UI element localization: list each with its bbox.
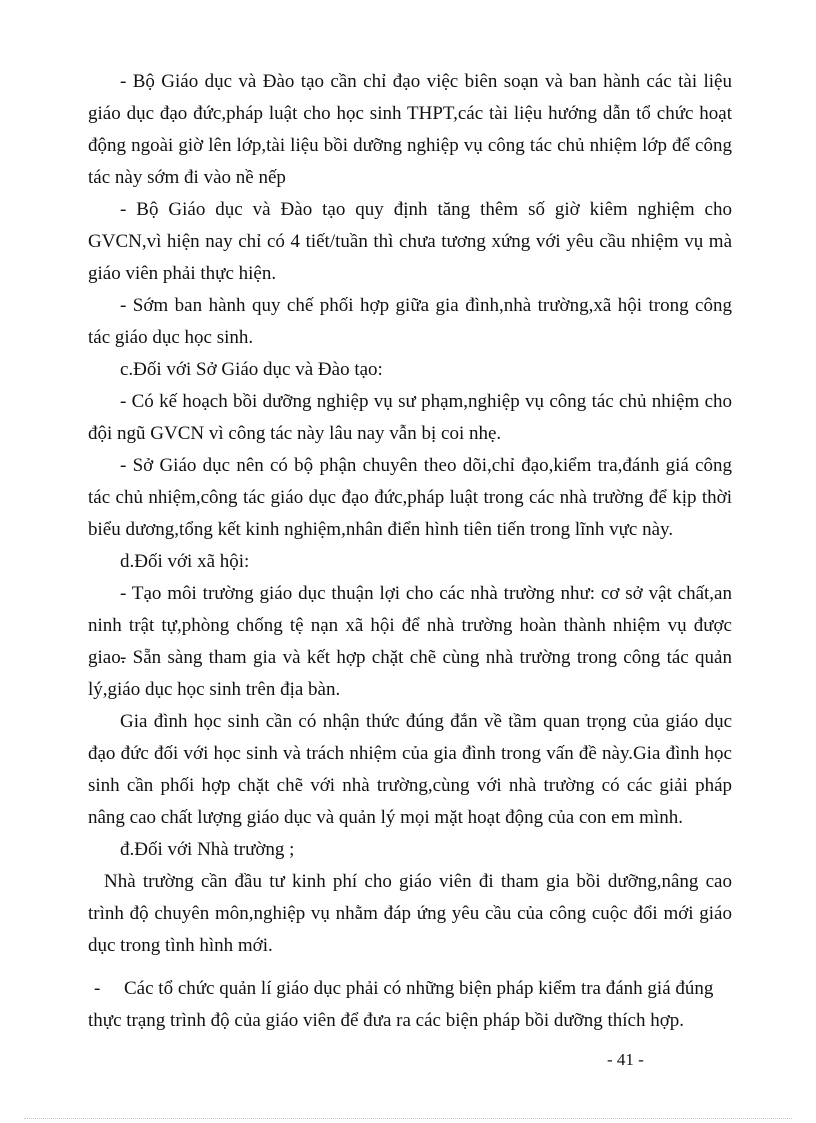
paragraph-monitoring-unit: - Sở Giáo dục nên có bộ phận chuyên theo dõi,chỉ đạo,kiểm tra,đánh giá công tác chủ nhiệm,công tác giáo dục đạo đức,pháp luật trong các nhà trường để kịp thời biểu dương,tổng kết kinh nghiệm,nhân điển hình tiên tiến trong lĩnh vực này.: [88, 455, 732, 540]
paragraph-moet-materials: - Bộ Giáo dục và Đào tạo cần chỉ đạo việc biên soạn và ban hành các tài liệu giáo dục đạo đức,pháp luật cho học sinh THPT,các tài liệu hướng dẫn tổ chức hoạt động ngoài giờ lên lớp,tài liệu bồi dưỡng nghiệp vụ công tác chủ nhiệm lớp để công tác này sớm đi vào nề nếp: [88, 71, 732, 188]
heading-society: d.Đối với xã hội:: [120, 551, 250, 572]
paragraph-moet-teaching-hours: - Bộ Giáo dục và Đào tạo quy định tăng thêm số giờ kiêm nghiệm cho GVCN,vì hiện nay chỉ có 4 tiết/tuần thì chưa tương xứng với yêu cầu nhiệm vụ mà giáo viên phải thực hiện.: [88, 199, 732, 284]
list-item-line-1: Các tổ chức quản lí giáo dục phải có những biện pháp kiểm tra đánh giá đúng: [124, 978, 714, 999]
heading-department-of-education: c.Đối với Sở Giáo dục và Đào tạo:: [120, 359, 383, 380]
paragraph-coordination-regulation: - Sớm ban hành quy chế phối hợp giữa gia đình,nhà trường,xã hội trong công tác giáo dục học sinh.: [88, 295, 732, 348]
paragraph-family-awareness: Gia đình học sinh cần có nhận thức đúng đắn về tầm quan trọng của giáo dục đạo đức đối với học sinh và trách nhiệm của gia đình trong vấn đề này.Gia đình học sinh cần phối hợp chặt chẽ với nhà trường,cùng với nhà trường có các giải pháp nâng cao chất lượng giáo dục và quản lý mọi mặt hoạt động của con em mình.: [88, 711, 732, 828]
page-bottom-border: [24, 1118, 792, 1119]
paragraph-favorable-environment: - Tạo môi trường giáo dục thuận lợi cho các nhà trường như: cơ sở vật chất,an ninh trật tự,phòng chống tệ nạn xã hội để nhà trường hoàn thành nhiệm vụ được giao.: [88, 583, 732, 668]
paragraph-training-plan: - Có kế hoạch bồi dưỡng nghiệp vụ sư phạm,nghiệp vụ công tác chủ nhiệm cho đội ngũ GVCN vì công tác này lâu nay vẫn bị coi nhẹ.: [88, 391, 732, 444]
page-number: - 41 -: [607, 1050, 644, 1069]
list-item-line-2: thực trạng trình độ của giáo viên để đưa ra các biện pháp bồi dưỡng thích hợp.: [88, 1010, 685, 1031]
list-dash-marker: -: [94, 978, 101, 999]
paragraph-cooperation: - Sẵn sàng tham gia và kết hợp chặt chẽ cùng nhà trường trong công tác quản lý,giáo dục học sinh trên địa bàn.: [88, 647, 732, 700]
heading-school: đ.Đối với Nhà trường ;: [120, 839, 295, 860]
paragraph-school-investment: Nhà trường cần đầu tư kinh phí cho giáo viên đi tham gia bồi dưỡng,nâng cao trình độ chuyên môn,nghiệp vụ nhằm đáp ứng yêu cầu của công cuộc đổi mới giáo dục trong tình hình mới.: [88, 871, 732, 956]
list-item-assessment: [88, 973, 732, 1037]
